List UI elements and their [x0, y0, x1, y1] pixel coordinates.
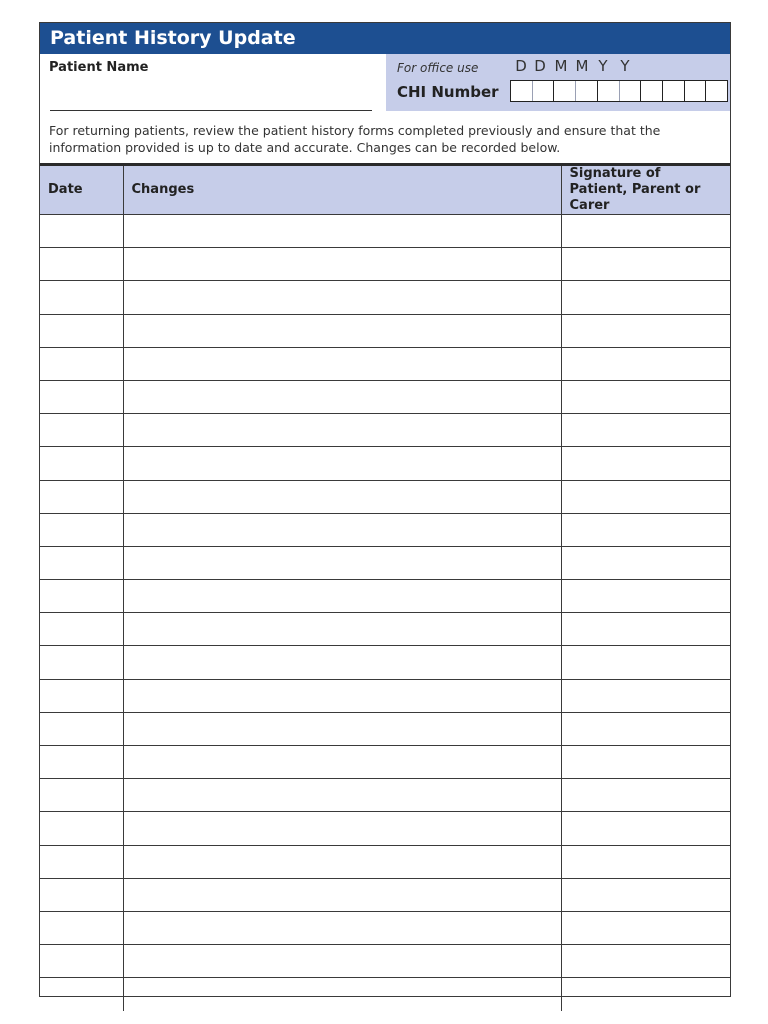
- changes-cell[interactable]: [123, 414, 561, 447]
- patient-name-section: [40, 54, 385, 111]
- signature-cell[interactable]: [561, 380, 730, 413]
- table-row: [40, 546, 730, 579]
- date-cell[interactable]: [40, 281, 123, 314]
- intro-text: For returning patients, review the patient history forms completed previously and ensure that the information provided is up to date and accurate. Changes can be recorded below.: [49, 123, 661, 155]
- changes-cell[interactable]: [123, 911, 561, 944]
- chi-number-field[interactable]: [510, 80, 728, 102]
- signature-cell[interactable]: [561, 646, 730, 679]
- changes-cell[interactable]: [123, 613, 561, 646]
- date-cell[interactable]: [40, 480, 123, 513]
- changes-cell[interactable]: [123, 712, 561, 745]
- changes-cell[interactable]: [123, 347, 561, 380]
- changes-cell[interactable]: [123, 447, 561, 480]
- changes-cell[interactable]: [123, 314, 561, 347]
- signature-cell[interactable]: [561, 812, 730, 845]
- table-row: [40, 513, 730, 546]
- table-row: [40, 779, 730, 812]
- changes-cell[interactable]: [123, 812, 561, 845]
- chi-digit-box[interactable]: [598, 81, 620, 101]
- date-format-letter: M: [575, 57, 589, 75]
- chi-digit-box[interactable]: [706, 81, 727, 101]
- signature-column-header: Signature of Patient, Parent or Carer: [561, 166, 730, 215]
- date-cell[interactable]: [40, 347, 123, 380]
- table-row: [40, 314, 730, 347]
- date-format-guide: [514, 57, 630, 75]
- signature-cell[interactable]: [561, 580, 730, 613]
- changes-table: [40, 166, 730, 1011]
- table-row: [40, 215, 730, 248]
- date-cell[interactable]: [40, 380, 123, 413]
- changes-cell[interactable]: [123, 513, 561, 546]
- date-cell[interactable]: [40, 978, 123, 1011]
- table-row: [40, 248, 730, 281]
- table-row: [40, 812, 730, 845]
- table-row: [40, 712, 730, 745]
- changes-cell[interactable]: [123, 978, 561, 1011]
- changes-cell[interactable]: [123, 845, 561, 878]
- table-row: [40, 613, 730, 646]
- table-row: [40, 281, 730, 314]
- date-cell[interactable]: [40, 613, 123, 646]
- chi-digit-box[interactable]: [663, 81, 685, 101]
- signature-cell[interactable]: [561, 978, 730, 1011]
- date-cell[interactable]: [40, 845, 123, 878]
- signature-cell[interactable]: [561, 779, 730, 812]
- table-row: [40, 845, 730, 878]
- changes-cell[interactable]: [123, 679, 561, 712]
- signature-cell[interactable]: [561, 679, 730, 712]
- patient-history-form: [39, 22, 731, 997]
- date-cell[interactable]: [40, 945, 123, 978]
- date-cell[interactable]: [40, 513, 123, 546]
- table-row: [40, 414, 730, 447]
- changes-cell[interactable]: [123, 646, 561, 679]
- date-column-header: Date: [40, 166, 123, 215]
- changes-table-body: [40, 215, 730, 1012]
- signature-cell[interactable]: [561, 845, 730, 878]
- date-cell[interactable]: [40, 911, 123, 944]
- table-row: [40, 978, 730, 1011]
- chi-digit-box[interactable]: [511, 81, 533, 101]
- changes-cell[interactable]: [123, 480, 561, 513]
- table-row: [40, 945, 730, 978]
- changes-column-header: Changes: [123, 166, 561, 215]
- chi-digit-box[interactable]: [533, 81, 555, 101]
- date-format-letter: Y: [598, 57, 608, 75]
- signature-cell[interactable]: [561, 281, 730, 314]
- changes-cell[interactable]: [123, 248, 561, 281]
- changes-cell[interactable]: [123, 215, 561, 248]
- signature-cell[interactable]: [561, 414, 730, 447]
- table-row: [40, 580, 730, 613]
- date-cell[interactable]: [40, 679, 123, 712]
- table-row: [40, 347, 730, 380]
- date-cell[interactable]: [40, 248, 123, 281]
- patient-name-label: Patient Name: [49, 60, 149, 75]
- date-cell[interactable]: [40, 878, 123, 911]
- date-cell[interactable]: [40, 314, 123, 347]
- date-format-letter: D: [534, 57, 546, 75]
- signature-cell[interactable]: [561, 945, 730, 978]
- signature-cell[interactable]: [561, 613, 730, 646]
- date-cell[interactable]: [40, 414, 123, 447]
- table-row: [40, 646, 730, 679]
- date-cell[interactable]: [40, 746, 123, 779]
- table-row: [40, 746, 730, 779]
- signature-cell[interactable]: [561, 347, 730, 380]
- chi-digit-box[interactable]: [641, 81, 663, 101]
- chi-digit-box[interactable]: [554, 81, 576, 101]
- changes-cell[interactable]: [123, 580, 561, 613]
- date-cell[interactable]: [40, 712, 123, 745]
- signature-cell[interactable]: [561, 911, 730, 944]
- changes-cell[interactable]: [123, 546, 561, 579]
- changes-cell[interactable]: [123, 945, 561, 978]
- signature-cell[interactable]: [561, 746, 730, 779]
- changes-cell[interactable]: [123, 779, 561, 812]
- table-row: [40, 679, 730, 712]
- chi-digit-box[interactable]: [576, 81, 598, 101]
- office-use-label: For office use: [397, 61, 479, 75]
- date-format-letter: Y: [620, 57, 630, 75]
- table-row: [40, 447, 730, 480]
- signature-cell[interactable]: [561, 546, 730, 579]
- date-cell[interactable]: [40, 447, 123, 480]
- signature-cell[interactable]: [561, 314, 730, 347]
- table-header-row: [40, 166, 730, 215]
- date-cell[interactable]: [40, 779, 123, 812]
- date-cell[interactable]: [40, 812, 123, 845]
- chi-number-label: CHI Number: [397, 83, 499, 101]
- date-cell[interactable]: [40, 215, 123, 248]
- signature-cell[interactable]: [561, 447, 730, 480]
- changes-cell[interactable]: [123, 380, 561, 413]
- changes-cell[interactable]: [123, 878, 561, 911]
- chi-digit-box[interactable]: [620, 81, 642, 101]
- date-cell[interactable]: [40, 546, 123, 579]
- patient-name-field[interactable]: [50, 110, 372, 111]
- table-row: [40, 911, 730, 944]
- date-format-letter: D: [515, 57, 527, 75]
- form-title: Patient History Update: [40, 23, 730, 54]
- date-format-letter: M: [554, 57, 568, 75]
- changes-cell[interactable]: [123, 746, 561, 779]
- changes-cell[interactable]: [123, 281, 561, 314]
- signature-cell[interactable]: [561, 878, 730, 911]
- date-cell[interactable]: [40, 646, 123, 679]
- signature-cell[interactable]: [561, 712, 730, 745]
- signature-cell[interactable]: [561, 248, 730, 281]
- table-row: [40, 380, 730, 413]
- date-cell[interactable]: [40, 580, 123, 613]
- table-row: [40, 878, 730, 911]
- signature-cell[interactable]: [561, 513, 730, 546]
- signature-cell[interactable]: [561, 215, 730, 248]
- office-use-box: [386, 54, 730, 111]
- chi-digit-box[interactable]: [685, 81, 707, 101]
- table-row: [40, 480, 730, 513]
- signature-cell[interactable]: [561, 480, 730, 513]
